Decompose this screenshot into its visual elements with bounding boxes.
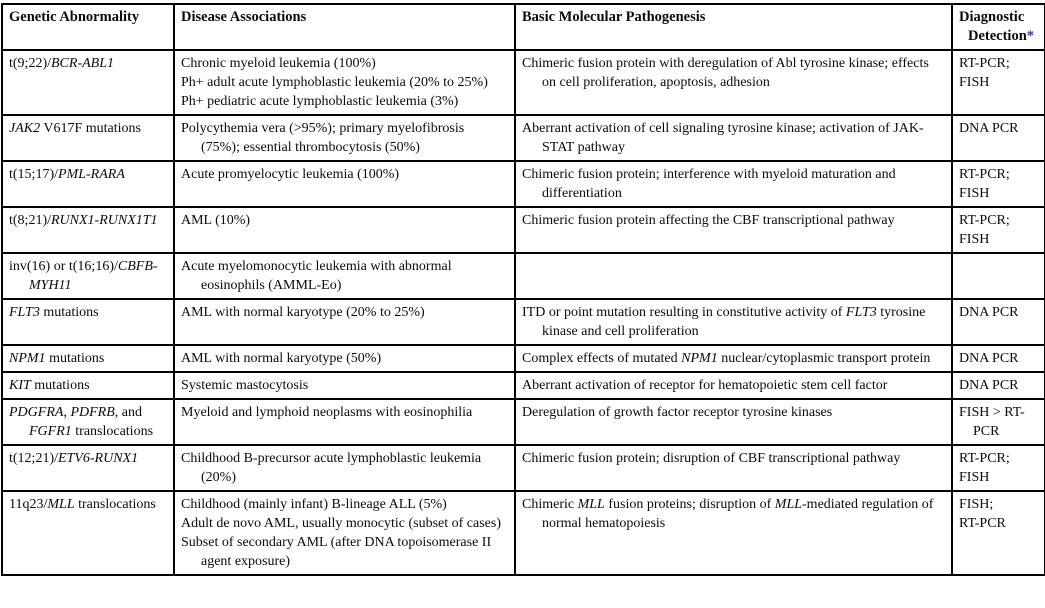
cell-line <box>9 257 165 295</box>
header-row <box>2 4 1045 50</box>
cell-line <box>9 349 165 368</box>
text-run: Disease Associations <box>181 9 307 25</box>
column-header-diagnostic-detection <box>952 4 1045 50</box>
text-run: fusion proteins; disruption of <box>604 497 775 512</box>
column-header-disease-associations <box>174 4 515 50</box>
text-run: FGFR1 <box>29 424 72 439</box>
table-body <box>2 50 1045 575</box>
cell-etv6-runx1-disease-associations <box>174 445 515 491</box>
text-run: 11q23/ <box>9 497 48 512</box>
cell-line <box>959 303 1036 322</box>
cell-pml-rara-disease-associations <box>174 161 515 207</box>
cell-line <box>959 514 1036 533</box>
text-run: inv(16) or t(16;16)/ <box>9 259 118 274</box>
text-run: tyrosine kinase and cell proliferation <box>542 305 926 339</box>
text-run: Diagnostic Detection <box>959 9 1027 44</box>
cell-line <box>959 230 1036 249</box>
footnote-asterisk: * <box>1026 28 1035 44</box>
text-run: mutations <box>45 351 105 366</box>
cell-line <box>181 495 506 514</box>
cell-cbfb-myh11-diagnostic-detection <box>952 253 1045 299</box>
cell-runx1-runx1t1-diagnostic-detection <box>952 207 1045 253</box>
text-run: Chimeric fusion protein with deregulation of Abl tyrosine kinase; effects on cell proliferation, apoptosis, adhesion <box>522 56 929 90</box>
cell-line <box>959 119 1036 138</box>
text-run: RT-PCR; <box>959 167 1010 182</box>
cell-mll-molecular-pathogenesis <box>515 491 952 575</box>
cell-line <box>959 376 1036 395</box>
text-run: Polycythemia vera (>95%); primary myelofibrosis (75%); essential thrombocytosis (50%) <box>181 121 465 155</box>
cell-line <box>522 211 943 230</box>
text-run: MLL <box>774 497 803 512</box>
cell-jak2-diagnostic-detection <box>952 115 1045 161</box>
cell-kit-diagnostic-detection <box>952 372 1045 399</box>
text-run: t(15;17)/ <box>9 167 58 182</box>
text-run: MLL <box>577 497 605 512</box>
text-run: Ph+ adult acute lymphoblastic leukemia (20% to 25%) <box>181 75 488 90</box>
cell-line <box>181 403 506 422</box>
cell-line <box>181 533 506 571</box>
text-run: NPM1 <box>681 351 718 366</box>
cell-line <box>959 468 1036 487</box>
cell-etv6-runx1-molecular-pathogenesis <box>515 445 952 491</box>
cell-flt3-genetic-abnormality <box>2 299 174 345</box>
text-run: FISH; <box>959 497 994 512</box>
text-run: t(9;22)/ <box>9 56 51 71</box>
text-run: -mediated regulation of normal hematopoiesis <box>542 497 934 531</box>
text-run: AML (10%) <box>181 213 251 228</box>
cell-line <box>181 92 506 111</box>
cell-pml-rara-diagnostic-detection <box>952 161 1045 207</box>
text-run: DNA PCR <box>959 378 1019 393</box>
text-run: t(12;21)/ <box>9 451 58 466</box>
cell-line <box>522 8 943 27</box>
cell-line <box>959 211 1036 230</box>
cell-line <box>181 73 506 92</box>
table-row-kit <box>2 372 1045 399</box>
text-run: CBFB-MYH11 <box>29 259 158 293</box>
text-run: , <box>63 405 71 420</box>
table-row-runx1-runx1t1 <box>2 207 1045 253</box>
text-run: FISH <box>959 75 990 90</box>
cell-line <box>522 449 943 468</box>
cell-line <box>9 119 165 138</box>
table-row-cbfb-myh11 <box>2 253 1045 299</box>
cell-pdgfra-pdfrb-fgfr1-disease-associations <box>174 399 515 445</box>
cell-runx1-runx1t1-molecular-pathogenesis <box>515 207 952 253</box>
text-run: DNA PCR <box>959 351 1019 366</box>
column-header-genetic-abnormality <box>2 4 174 50</box>
text-run: FLT3 <box>845 305 877 320</box>
cell-npm1-molecular-pathogenesis <box>515 345 952 372</box>
text-run: NPM1 <box>9 351 46 366</box>
cell-cbfb-myh11-disease-associations <box>174 253 515 299</box>
cell-line <box>181 303 506 322</box>
text-run: DNA PCR <box>959 121 1019 136</box>
text-run: Genetic Abnormality <box>9 9 140 25</box>
cell-flt3-diagnostic-detection <box>952 299 1045 345</box>
cell-mll-diagnostic-detection <box>952 491 1045 575</box>
text-run: AML with normal karyotype (50%) <box>181 351 382 366</box>
table-row-jak2 <box>2 115 1045 161</box>
cell-npm1-diagnostic-detection <box>952 345 1045 372</box>
cell-pdgfra-pdfrb-fgfr1-diagnostic-detection <box>952 399 1045 445</box>
cell-cbfb-myh11-molecular-pathogenesis <box>515 253 952 299</box>
text-run: translocations <box>74 497 156 512</box>
cell-mll-genetic-abnormality <box>2 491 174 575</box>
cell-line <box>9 449 165 468</box>
cell-line <box>9 54 165 73</box>
cell-line <box>959 165 1036 184</box>
cell-runx1-runx1t1-disease-associations <box>174 207 515 253</box>
cell-line <box>959 495 1036 514</box>
text-run: PDGFRA <box>9 405 64 420</box>
text-run: , and <box>114 405 142 420</box>
text-run: KIT <box>9 378 31 393</box>
text-run: Acute promyelocytic leukemia (100%) <box>181 167 400 182</box>
text-run: FISH <box>959 232 990 247</box>
cell-line <box>522 349 943 368</box>
cell-etv6-runx1-diagnostic-detection <box>952 445 1045 491</box>
cell-runx1-runx1t1-genetic-abnormality <box>2 207 174 253</box>
cell-flt3-disease-associations <box>174 299 515 345</box>
text-run: ITD or point mutation resulting in constitutive activity of <box>522 305 846 320</box>
text-run: Acute myelomonocytic leukemia with abnormal eosinophils (AMML-Eo) <box>181 259 452 293</box>
cell-line <box>959 8 1036 46</box>
cell-cbfb-myh11-genetic-abnormality <box>2 253 174 299</box>
genetic-abnormalities-table <box>1 3 1045 576</box>
cell-flt3-molecular-pathogenesis <box>515 299 952 345</box>
text-run: Aberrant activation of receptor for hematopoietic stem cell factor <box>522 378 888 393</box>
cell-line <box>959 349 1036 368</box>
cell-pdgfra-pdfrb-fgfr1-genetic-abnormality <box>2 399 174 445</box>
cell-kit-disease-associations <box>174 372 515 399</box>
text-run: Chronic myeloid leukemia (100%) <box>181 56 376 71</box>
cell-kit-genetic-abnormality <box>2 372 174 399</box>
text-run: FISH > RT-PCR <box>959 405 1025 439</box>
table-row-mll <box>2 491 1045 575</box>
table-row-pdgfra-pdfrb-fgfr1 <box>2 399 1045 445</box>
cell-line <box>181 449 506 487</box>
cell-line <box>522 376 943 395</box>
cell-line <box>181 119 506 157</box>
cell-bcr-abl1-molecular-pathogenesis <box>515 50 952 115</box>
table-row-etv6-runx1 <box>2 445 1045 491</box>
cell-line <box>181 165 506 184</box>
cell-line <box>9 403 165 441</box>
text-run: Aberrant activation of cell signaling tyrosine kinase; activation of JAK-STAT pathway <box>522 121 924 155</box>
text-run: Subset of secondary AML (after DNA topoisomerase II agent exposure) <box>181 535 492 569</box>
cell-line <box>959 403 1036 441</box>
cell-line <box>522 119 943 157</box>
text-run: Chimeric <box>522 497 578 512</box>
cell-line <box>522 54 943 92</box>
cell-npm1-genetic-abnormality <box>2 345 174 372</box>
text-run: Myeloid and lymphoid neoplasms with eosinophilia <box>181 405 473 420</box>
text-run: Childhood B-precursor acute lymphoblastic leukemia (20%) <box>181 451 482 485</box>
cell-line <box>9 8 165 27</box>
cell-line <box>181 8 506 27</box>
text-run: BCR-ABL1 <box>51 56 114 71</box>
cell-line <box>9 376 165 395</box>
cell-line <box>9 495 165 514</box>
cell-line <box>9 211 165 230</box>
cell-bcr-abl1-disease-associations <box>174 50 515 115</box>
table-row-pml-rara <box>2 161 1045 207</box>
cell-jak2-molecular-pathogenesis <box>515 115 952 161</box>
cell-line <box>959 54 1036 73</box>
text-run: Adult de novo AML, usually monocytic (subset of cases) <box>181 516 502 531</box>
text-run: PML-RARA <box>58 167 125 182</box>
text-run: FISH <box>959 470 990 485</box>
table-row-flt3 <box>2 299 1045 345</box>
cell-bcr-abl1-genetic-abnormality <box>2 50 174 115</box>
table-header <box>2 4 1045 50</box>
text-run: AML with normal karyotype (20% to 25%) <box>181 305 425 320</box>
cell-npm1-disease-associations <box>174 345 515 372</box>
cell-pml-rara-genetic-abnormality <box>2 161 174 207</box>
cell-line <box>522 165 943 203</box>
text-run: V617F mutations <box>40 121 141 136</box>
text-run: Complex effects of mutated <box>522 351 682 366</box>
cell-pdgfra-pdfrb-fgfr1-molecular-pathogenesis <box>515 399 952 445</box>
text-run: JAK2 <box>9 121 41 136</box>
text-run: mutations <box>30 378 90 393</box>
cell-line <box>181 349 506 368</box>
cell-bcr-abl1-diagnostic-detection <box>952 50 1045 115</box>
cell-line <box>181 514 506 533</box>
cell-line <box>959 184 1036 203</box>
text-run: ETV6-RUNX1 <box>58 451 139 466</box>
text-run: RUNX1-RUNX1T1 <box>51 213 158 228</box>
text-run: RT-PCR; <box>959 451 1010 466</box>
text-run: Childhood (mainly infant) B-lineage ALL (5%) <box>181 497 447 512</box>
text-run: RT-PCR; <box>959 56 1010 71</box>
cell-pml-rara-molecular-pathogenesis <box>515 161 952 207</box>
text-run: FLT3 <box>9 305 40 320</box>
text-run: Chimeric fusion protein affecting the CBF transcriptional pathway <box>522 213 895 228</box>
cell-mll-disease-associations <box>174 491 515 575</box>
table-row-bcr-abl1 <box>2 50 1045 115</box>
cell-line <box>181 257 506 295</box>
text-run: Systemic mastocytosis <box>181 378 309 393</box>
text-run: Deregulation of growth factor receptor tyrosine kinases <box>522 405 833 420</box>
cell-line <box>522 495 943 533</box>
cell-line <box>522 403 943 422</box>
text-run: FISH <box>959 186 990 201</box>
column-header-molecular-pathogenesis <box>515 4 952 50</box>
cell-line <box>522 303 943 341</box>
text-run: RT-PCR <box>959 516 1006 531</box>
cell-line <box>181 211 506 230</box>
text-run: Chimeric fusion protein; interference with myeloid maturation and differentiation <box>522 167 896 201</box>
text-run: PDFRB <box>70 405 115 420</box>
cell-line <box>9 303 165 322</box>
cell-jak2-genetic-abnormality <box>2 115 174 161</box>
text-run: translocations <box>71 424 154 439</box>
text-run: DNA PCR <box>959 305 1019 320</box>
text-run: Basic Molecular Pathogenesis <box>522 9 706 25</box>
cell-line <box>181 376 506 395</box>
text-run: Ph+ pediatric acute lymphoblastic leukemia (3%) <box>181 94 459 109</box>
text-run: MLL <box>47 497 75 512</box>
cell-etv6-runx1-genetic-abnormality <box>2 445 174 491</box>
cell-line <box>9 165 165 184</box>
cell-line <box>959 73 1036 92</box>
text-run: nuclear/cytoplasmic transport protein <box>717 351 931 366</box>
cell-line <box>181 54 506 73</box>
cell-kit-molecular-pathogenesis <box>515 372 952 399</box>
text-run: t(8;21)/ <box>9 213 51 228</box>
text-run: Chimeric fusion protein; disruption of CBF transcriptional pathway <box>522 451 901 466</box>
text-run: mutations <box>39 305 99 320</box>
cell-line <box>959 449 1036 468</box>
table-row-npm1 <box>2 345 1045 372</box>
text-run: RT-PCR; <box>959 213 1010 228</box>
cell-jak2-disease-associations <box>174 115 515 161</box>
